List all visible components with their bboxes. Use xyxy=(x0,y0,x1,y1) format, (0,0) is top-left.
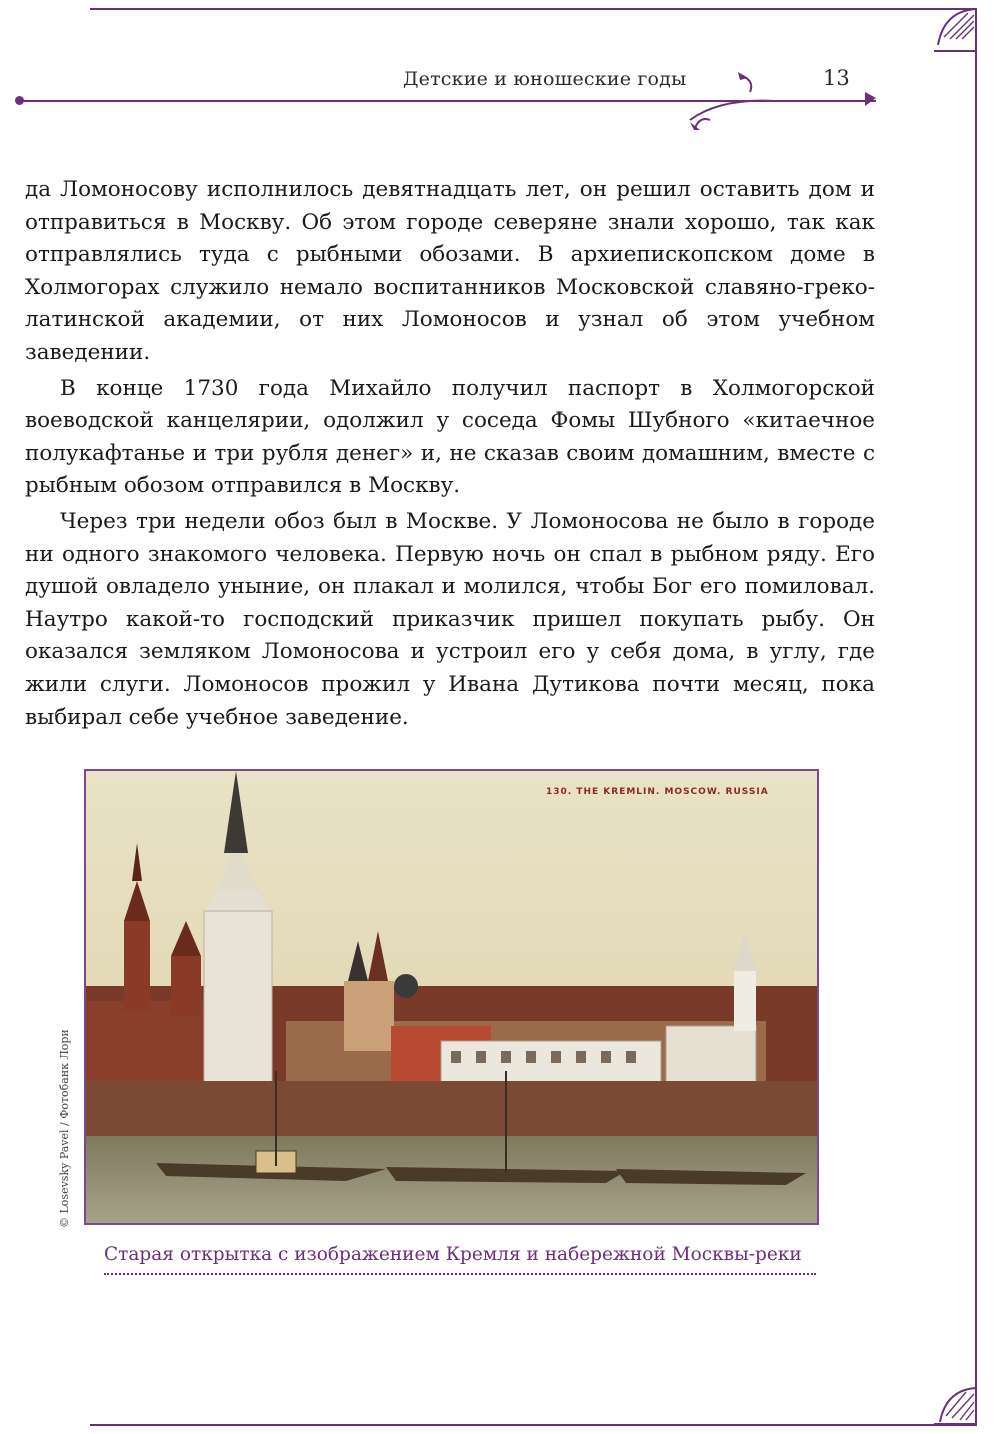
page-number: 13 xyxy=(823,66,850,90)
page-frame-bottom xyxy=(90,1424,977,1426)
header-rule-dot xyxy=(15,96,24,105)
body-text xyxy=(25,174,875,737)
page-frame-top xyxy=(90,8,977,10)
photo-credit: © Losevsky Pavel / Фотобанк Лори xyxy=(58,1029,71,1228)
page-frame-right xyxy=(975,8,977,1426)
paragraph: да Ломоносову исполнилось девятнадцать лет, он решил оставить дом и отправиться в Москву. Об этом городе северяне знали хорошо, так как отправлялись туда с рыбными обозами. В архиепископском доме в Холмогорах служило немало воспитанников Московской славяно-греко-латинской академии, от них Ломоносов и узнал об этом учебном заведении. xyxy=(25,177,875,365)
kremlin-illustration xyxy=(86,771,817,1223)
corner-ornament-bottom-icon xyxy=(930,1378,978,1426)
postcard-label: 130. THE KREMLIN. MOSCOW. RUSSIA xyxy=(546,787,769,797)
caption-dotted-rule xyxy=(104,1273,816,1275)
kremlin-postcard-image xyxy=(84,769,819,1225)
corner-ornament-top-icon xyxy=(930,5,978,53)
header-flourish-icon xyxy=(680,70,880,132)
paragraph: Через три недели обоз был в Москве. У Ломоносова не было в городе ни одного знакомого человека. Первую ночь он спал в рыбном ряду. Его душой овладело уныние, он плакал и молился, чтобы Бог его помиловал. Наутро какой-то господский приказчик пришел покупать рыбу. Он оказался земляком Ломоносова и устроил его у себя дома, в углу, где жили слуги. Ломоносов прожил у Ивана Дутикова почти месяц, пока выбирал себе учебное заведение. xyxy=(25,508,875,730)
running-header-title: Детские и юношеские годы xyxy=(403,68,687,90)
figure-caption: Старая открытка с изображением Кремля и набережной Москвы-реки xyxy=(104,1244,802,1265)
paragraph: В конце 1730 года Михайло получил паспорт в Холмогорской воеводской канцелярии, одолжил у соседа Фомы Шубного «китаечное полукафтанье и три рубля денег» и, не сказав своим домашним, вместе с рыбным обозом отправился в Москву. xyxy=(25,375,875,499)
